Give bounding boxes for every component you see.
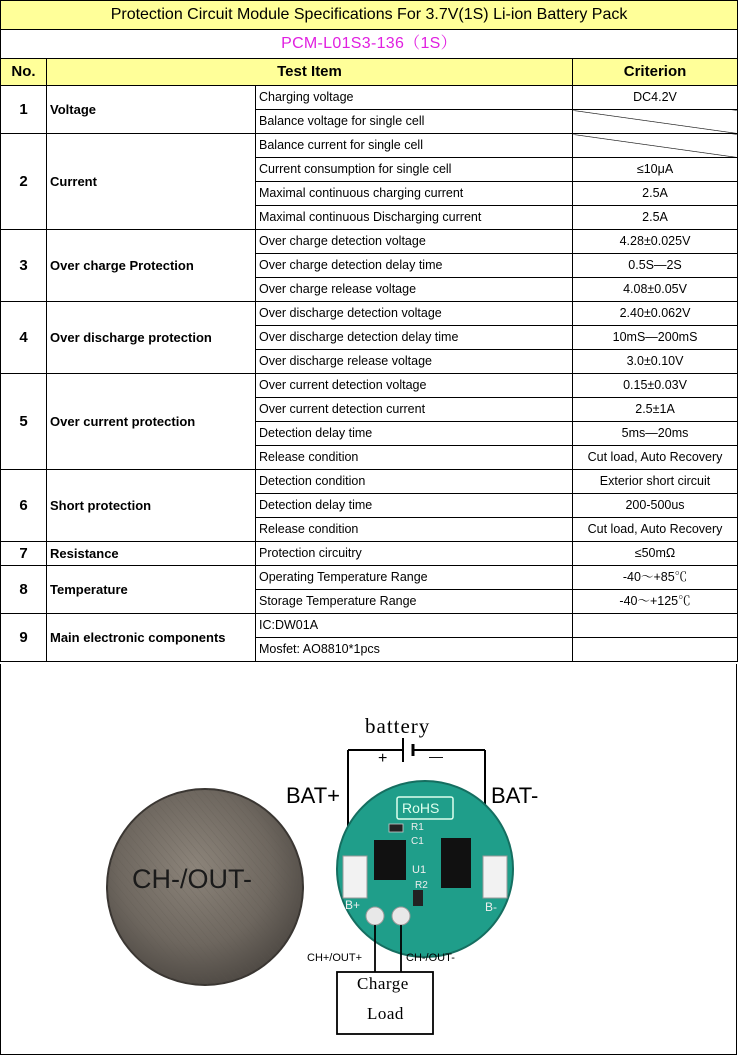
criterion-value: Cut load, Auto Recovery	[573, 518, 738, 542]
load-label: Load	[367, 1004, 404, 1023]
criterion-value: 4.08±0.05V	[573, 278, 738, 302]
group-number: 9	[1, 614, 47, 662]
back-plate-label: CH-/OUT-	[132, 864, 252, 894]
criterion-value: 5ms—20ms	[573, 422, 738, 446]
mosfet-chip	[374, 840, 406, 880]
group-number: 8	[1, 566, 47, 614]
criterion-value: Cut load, Auto Recovery	[573, 446, 738, 470]
spec-row	[1, 374, 738, 398]
parameter-name: Over charge release voltage	[256, 278, 573, 302]
pad-b-minus	[483, 856, 507, 898]
spec-row	[1, 134, 738, 158]
spec-row	[1, 566, 738, 590]
parameter-name: Release condition	[256, 446, 573, 470]
group-name: Main electronic components	[47, 614, 256, 662]
criterion-value: 200-500us	[573, 494, 738, 518]
ch-minus-out-label: CH-/OUT-	[406, 952, 455, 964]
b-minus-text: B-	[485, 900, 497, 914]
criterion-value: DC4.2V	[573, 86, 738, 110]
parameter-name: Operating Temperature Range	[256, 566, 573, 590]
parameter-name: Over discharge release voltage	[256, 350, 573, 374]
ch-plus-out-label: CH+/OUT+	[307, 952, 363, 964]
parameter-name: Detection delay time	[256, 422, 573, 446]
parameter-name: Over current detection voltage	[256, 374, 573, 398]
group-number: 3	[1, 230, 47, 302]
group-number: 2	[1, 134, 47, 230]
ch-minus-pad	[392, 907, 410, 925]
group-name: Over discharge protection	[47, 302, 256, 374]
col-header-no: No.	[1, 59, 47, 86]
spec-row	[1, 302, 738, 326]
plus-sign: +	[378, 750, 388, 767]
criterion-value: Exterior short circuit	[573, 470, 738, 494]
parameter-name: Release condition	[256, 518, 573, 542]
parameter-name: Mosfet: AO8810*1pcs	[256, 638, 573, 662]
c1-text: C1	[411, 836, 424, 847]
criterion-value: -40～+85℃	[573, 566, 738, 590]
criterion-value	[573, 638, 738, 662]
criterion-value: 4.28±0.025V	[573, 230, 738, 254]
criterion-value	[573, 110, 738, 134]
parameter-name: Balance voltage for single cell	[256, 110, 573, 134]
col-header-criterion: Criterion	[573, 59, 738, 86]
parameter-name: Charging voltage	[256, 86, 573, 110]
parameter-name: Over discharge detection delay time	[256, 326, 573, 350]
group-number: 1	[1, 86, 47, 134]
battery-label: battery	[365, 714, 431, 738]
group-name: Over current protection	[47, 374, 256, 470]
bat-minus-label: BAT-	[491, 783, 539, 808]
group-number: 6	[1, 470, 47, 542]
ic-chip	[441, 838, 471, 888]
group-name: Short protection	[47, 470, 256, 542]
group-name: Resistance	[47, 542, 256, 566]
bat-plus-label: BAT+	[286, 783, 341, 808]
parameter-name: Over discharge detection voltage	[256, 302, 573, 326]
sheet-title: Protection Circuit Module Specifications For 3.7V(1S) Li-ion Battery Pack	[1, 1, 738, 30]
col-header-test-item: Test Item	[47, 59, 573, 86]
parameter-name: IC:DW01A	[256, 614, 573, 638]
criterion-value: 10mS—200mS	[573, 326, 738, 350]
group-number: 4	[1, 302, 47, 374]
pad-b-plus	[343, 856, 367, 898]
model-number: PCM-L01S3-136（1S）	[1, 30, 738, 59]
spec-row	[1, 230, 738, 254]
r1-text: R1	[411, 822, 424, 833]
criterion-value: 2.5A	[573, 206, 738, 230]
group-name: Over charge Protection	[47, 230, 256, 302]
criterion-value: 0.15±0.03V	[573, 374, 738, 398]
criterion-value: ≤50mΩ	[573, 542, 738, 566]
spec-row	[1, 86, 738, 110]
wiring-figure	[0, 664, 737, 1055]
group-number: 7	[1, 542, 47, 566]
parameter-name: Detection delay time	[256, 494, 573, 518]
criterion-value: -40～+125℃	[573, 590, 738, 614]
parameter-name: Storage Temperature Range	[256, 590, 573, 614]
rohs-text: RoHS	[402, 800, 440, 816]
parameter-name: Balance current for single cell	[256, 134, 573, 158]
group-name: Temperature	[47, 566, 256, 614]
parameter-name: Detection condition	[256, 470, 573, 494]
criterion-value: ≤10μA	[573, 158, 738, 182]
group-name: Voltage	[47, 86, 256, 134]
r2-text: R2	[415, 880, 428, 891]
spec-row	[1, 470, 738, 494]
charge-label: Charge	[357, 974, 409, 993]
parameter-name: Current consumption for single cell	[256, 158, 573, 182]
b-plus-text: B+	[345, 898, 361, 912]
criterion-value: 2.5A	[573, 182, 738, 206]
criterion-value	[573, 614, 738, 638]
spec-row	[1, 542, 738, 566]
parameter-name: Over charge detection delay time	[256, 254, 573, 278]
criterion-value: 3.0±0.10V	[573, 350, 738, 374]
group-number: 5	[1, 374, 47, 470]
minus-sign: —	[429, 748, 443, 764]
parameter-name: Protection circuitry	[256, 542, 573, 566]
parameter-name: Maximal continuous Discharging current	[256, 206, 573, 230]
parameter-name: Maximal continuous charging current	[256, 182, 573, 206]
ch-plus-pad	[366, 907, 384, 925]
criterion-value: 2.40±0.062V	[573, 302, 738, 326]
criterion-value: 2.5±1A	[573, 398, 738, 422]
parameter-name: Over current detection current	[256, 398, 573, 422]
group-name: Current	[47, 134, 256, 230]
parameter-name: Over charge detection voltage	[256, 230, 573, 254]
criterion-value: 0.5S—2S	[573, 254, 738, 278]
criterion-value	[573, 134, 738, 158]
u1-text: U1	[412, 864, 427, 876]
spec-row	[1, 614, 738, 638]
